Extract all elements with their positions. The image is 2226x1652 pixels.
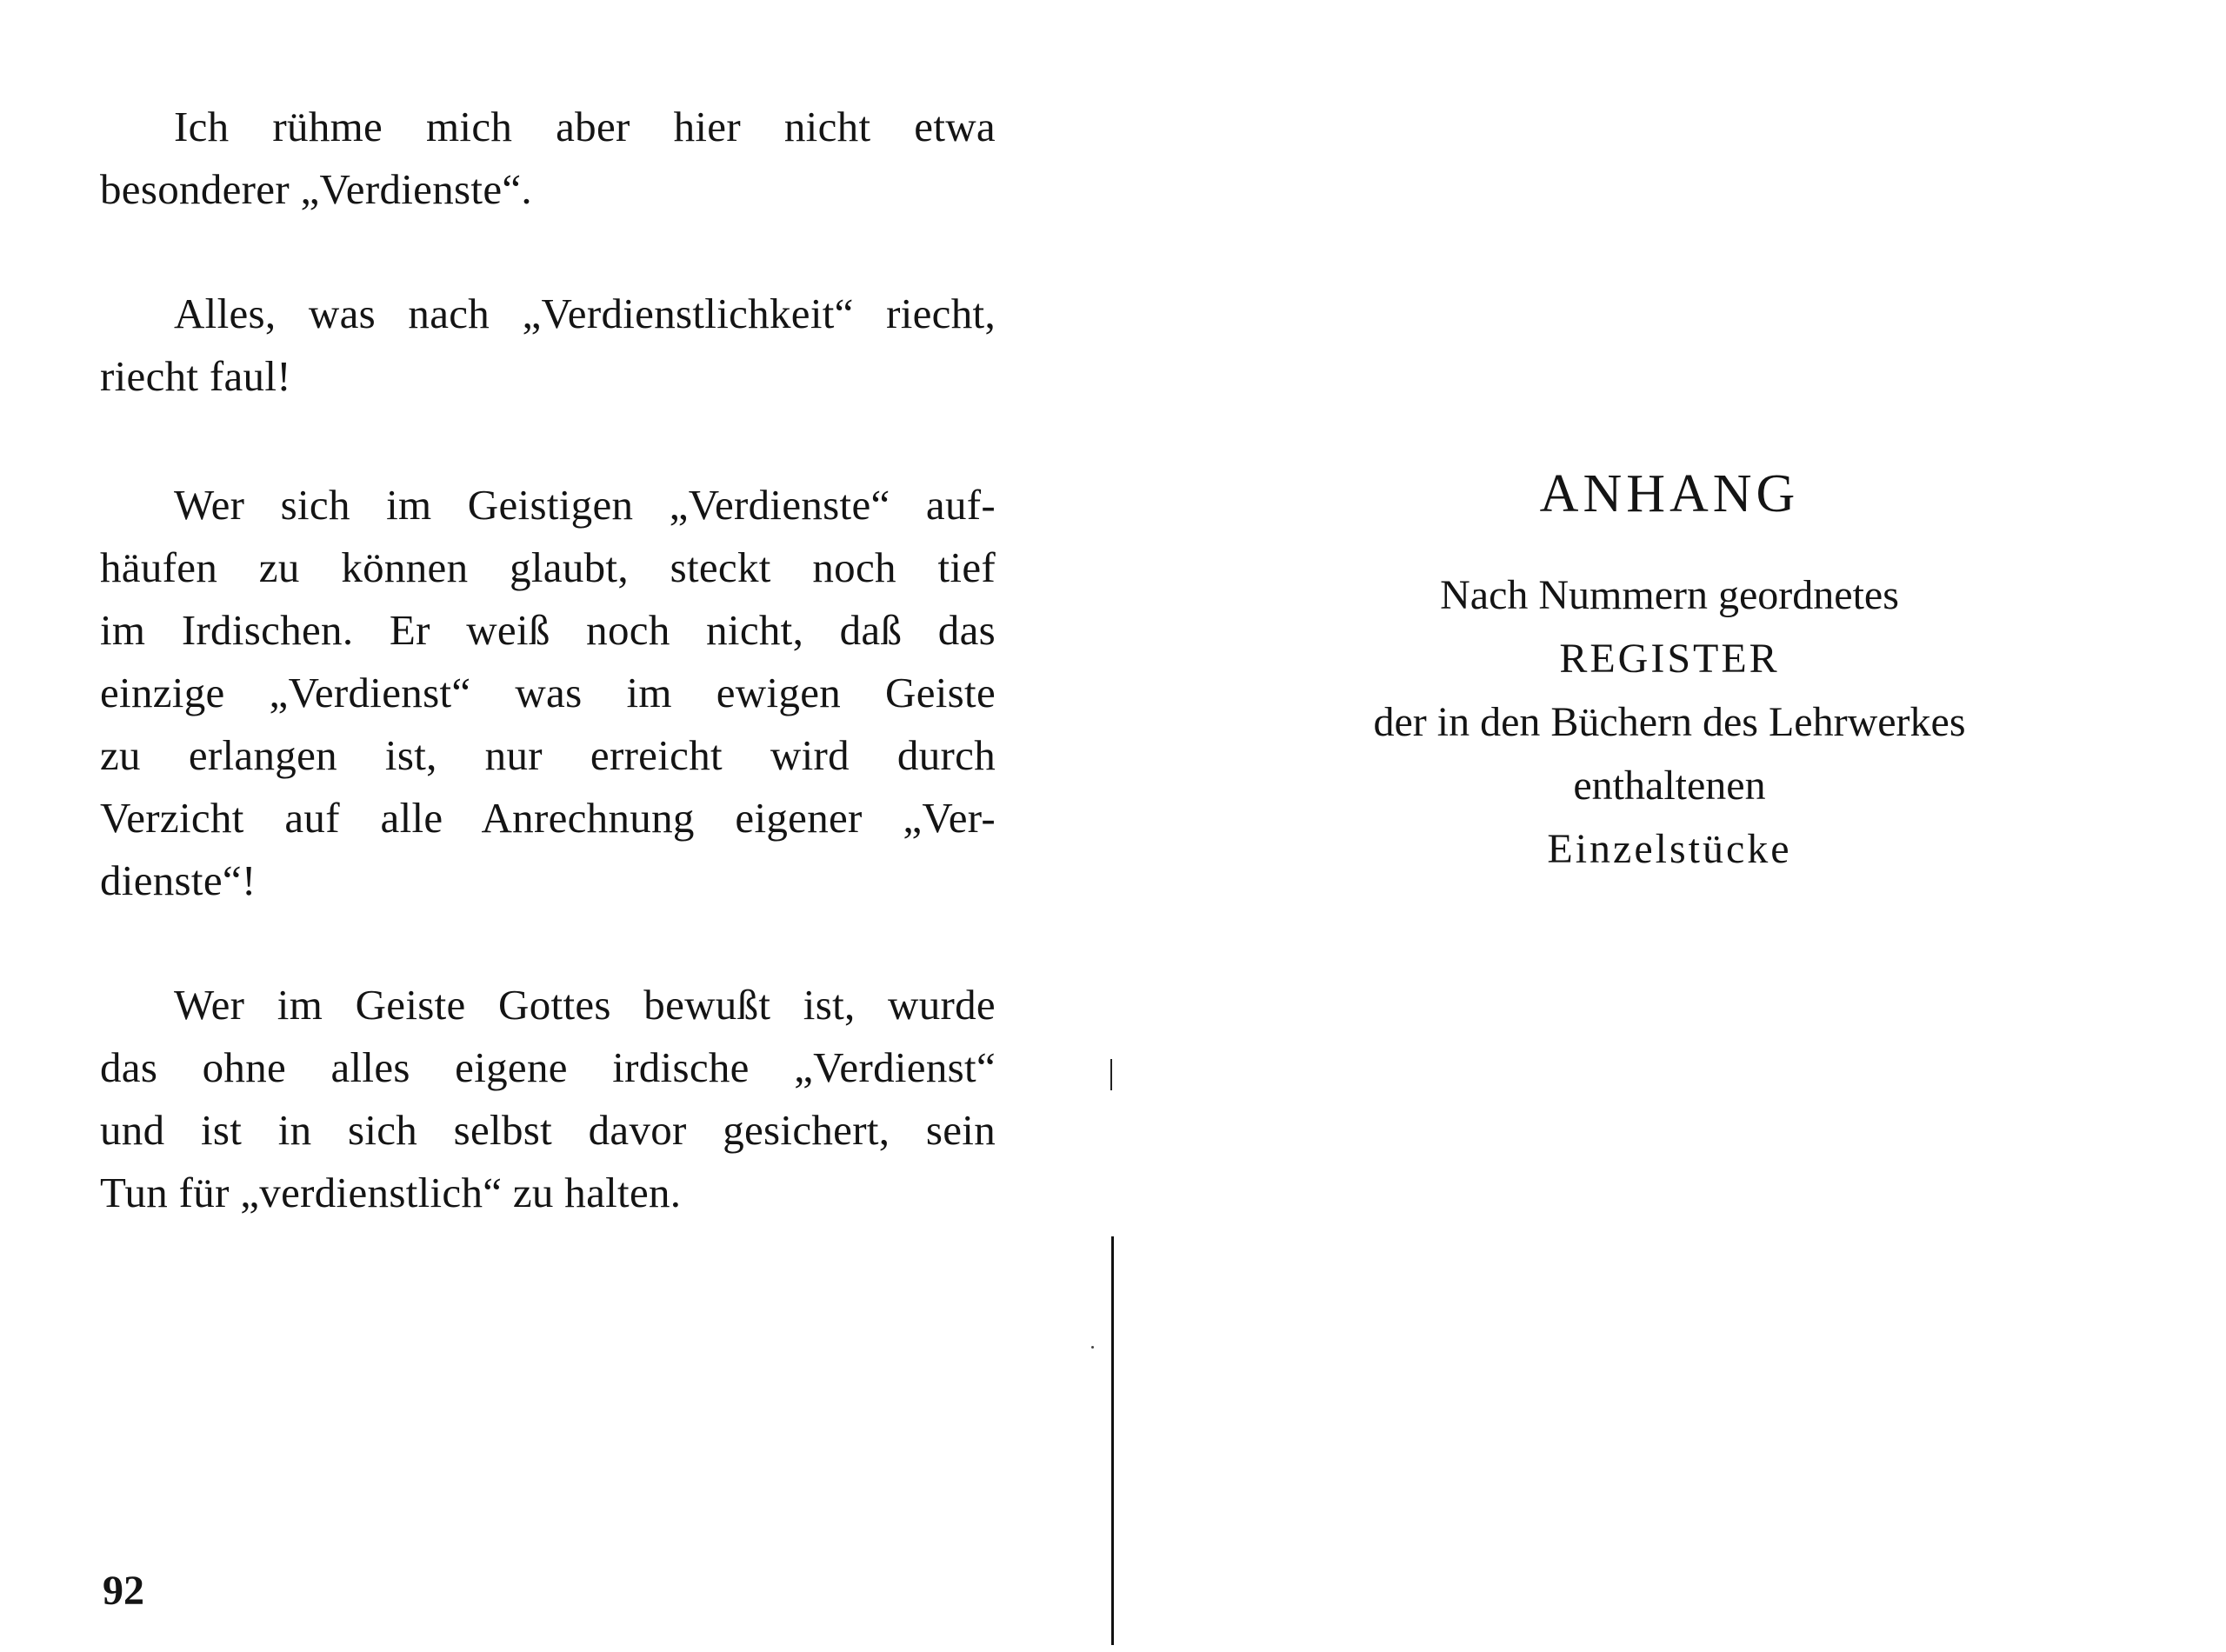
subtitle-line: Nach Nummern geordnetes	[1440, 572, 1899, 618]
text-line: das ohne alles eigene irdische „Verdienst“	[100, 1043, 996, 1091]
text-line: Alles, was nach „Verdienstlichkeit“ riecht,	[174, 290, 996, 337]
left-page	[0, 0, 1104, 1652]
appendix-title: ANHANG	[1539, 464, 1800, 523]
text-line: einzige „Verdienst“ was im ewigen Geiste	[100, 669, 996, 716]
subtitle-line: enthaltenen	[1573, 763, 1766, 809]
text-line: und ist in sich selbst davor gesichert, sein	[100, 1106, 996, 1154]
subtitle-line: REGISTER	[1559, 636, 1780, 682]
text-line: im Irdischen. Er weiß noch nicht, daß das	[100, 606, 996, 654]
subtitle-line: Einzelstücke	[1547, 826, 1792, 872]
right-page	[1113, 0, 2226, 1652]
paragraph	[100, 474, 996, 912]
text-line: Wer im Geiste Gottes bewußt ist, wurde	[174, 981, 996, 1029]
text-line: besonderer „Verdienste“.	[100, 165, 532, 213]
text-line: Wer sich im Geistigen „Verdienste“ auf-	[174, 481, 996, 529]
text-line: Verzicht auf alle Anrechnung eigener „Ver-	[100, 794, 996, 842]
text-line: Ich rühme mich aber hier nicht etwa	[174, 103, 996, 150]
paragraph	[100, 96, 996, 221]
gutter-speck	[1091, 1346, 1094, 1349]
text-line: dienste“!	[100, 856, 257, 904]
register-subtitle	[1113, 563, 2226, 881]
paragraph	[100, 974, 996, 1224]
gutter-divider	[1110, 1059, 1112, 1090]
text-line: häufen zu können glaubt, steckt noch tief	[100, 543, 996, 591]
paragraph	[100, 283, 996, 408]
subtitle-line: der in den Büchern des Lehrwerkes	[1373, 699, 1966, 745]
text-line: riecht faul!	[100, 352, 291, 400]
text-line: Tun für „verdienstlich“ zu halten.	[100, 1169, 682, 1216]
page-number: 92	[103, 1568, 144, 1614]
text-line: zu erlangen ist, nur erreicht wird durch	[100, 731, 996, 779]
